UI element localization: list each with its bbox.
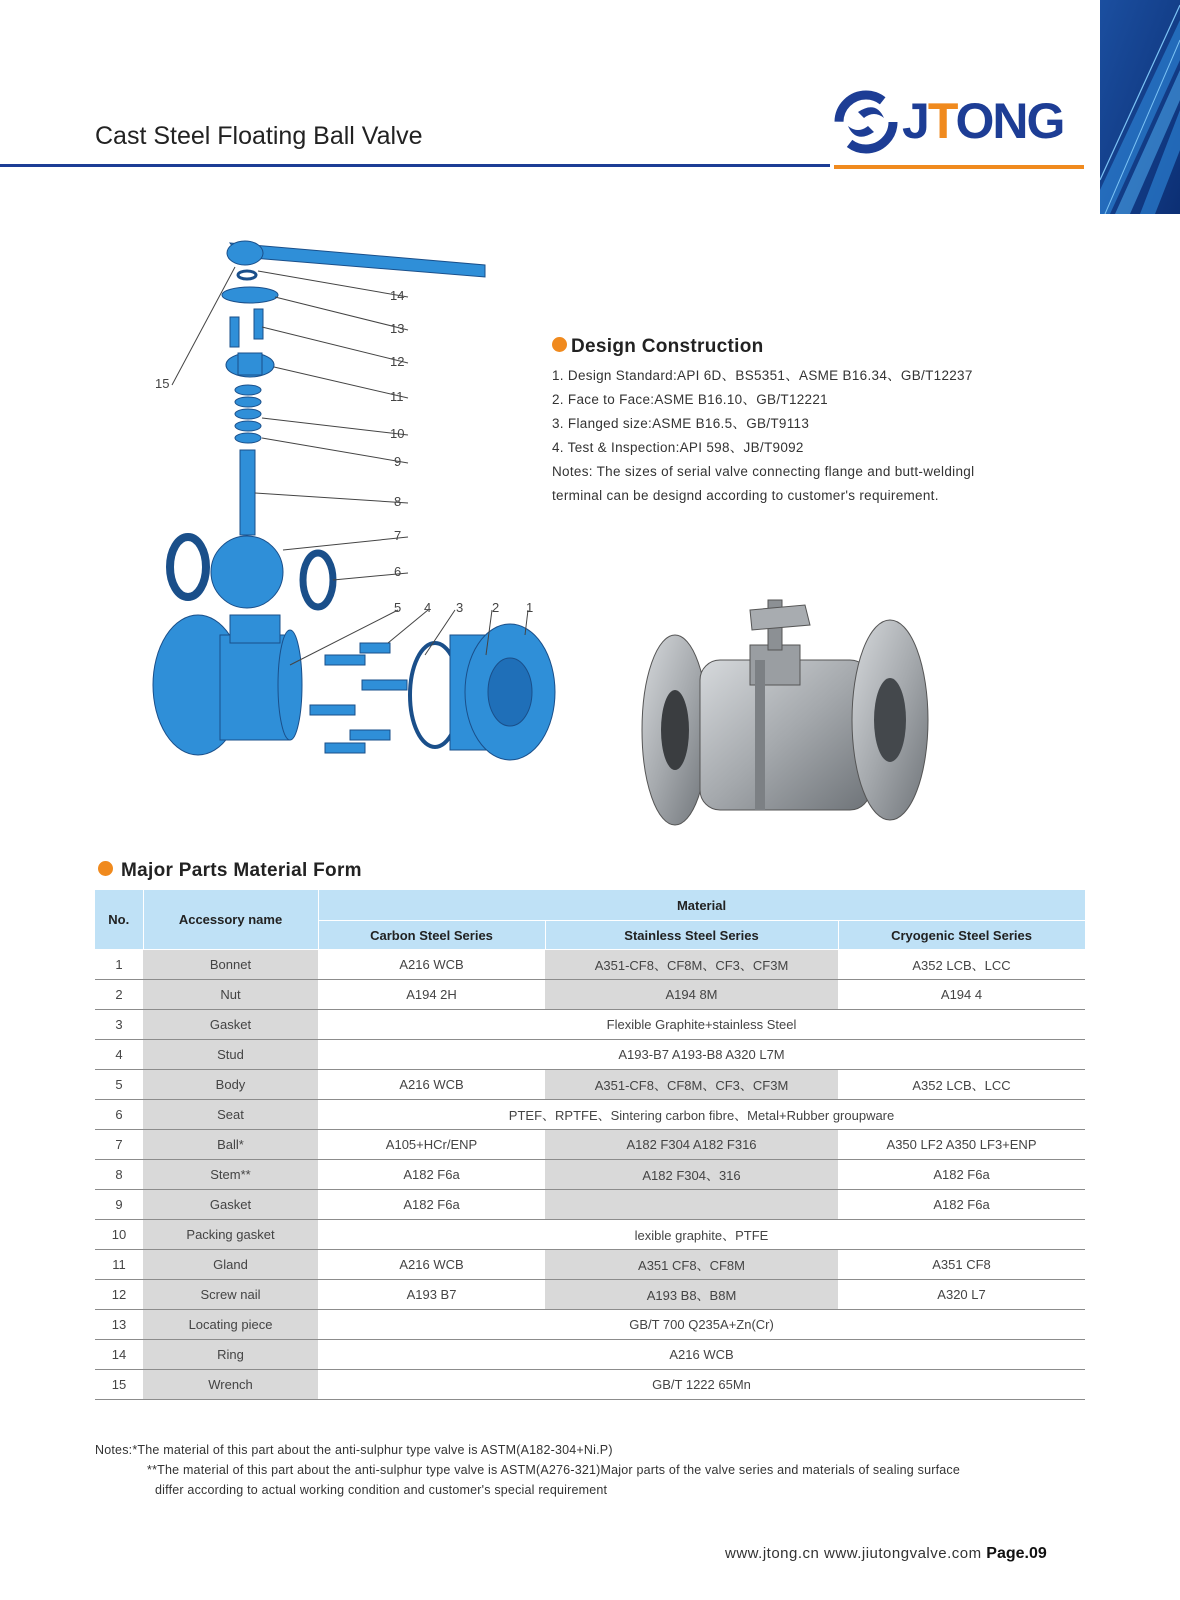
page-number: Page.09 bbox=[986, 1545, 1047, 1562]
table-row bbox=[95, 1280, 1085, 1310]
part-number-11: 11 bbox=[390, 389, 404, 404]
flanged-size-line: 3. Flanged size:ASME B16.5、GB/T9113 bbox=[552, 416, 810, 431]
cell-accessory-name: Body bbox=[143, 1070, 318, 1100]
cell-material-all: lexible graphite、PTFE bbox=[318, 1220, 1085, 1250]
exploded-view-diagram bbox=[150, 235, 580, 830]
exploded-view-drawing bbox=[150, 235, 580, 830]
col-material-header: Material bbox=[318, 890, 1085, 921]
table-row bbox=[95, 1040, 1085, 1070]
design-notes-line-1: Notes: The sizes of serial valve connecting flange and butt-weldingl bbox=[552, 464, 975, 479]
cell-cryogenic: A320 L7 bbox=[838, 1280, 1085, 1310]
valve-photo bbox=[640, 590, 930, 835]
cell-stainless: A351 CF8、CF8M bbox=[545, 1250, 838, 1280]
table-row bbox=[95, 980, 1085, 1010]
col-stainless-header: Stainless Steel Series bbox=[545, 921, 838, 950]
page-footer bbox=[725, 1545, 1047, 1563]
part-number-5: 5 bbox=[394, 600, 402, 615]
cell-cryogenic: A182 F6a bbox=[838, 1160, 1085, 1190]
cell-no: 3 bbox=[95, 1010, 143, 1040]
col-carbon-header: Carbon Steel Series bbox=[318, 921, 545, 950]
page-title: Cast Steel Floating Ball Valve bbox=[95, 122, 423, 150]
cell-cryogenic: A351 CF8 bbox=[838, 1250, 1085, 1280]
cell-accessory-name: Bonnet bbox=[143, 950, 318, 980]
cell-cryogenic: A352 LCB、LCC bbox=[838, 950, 1085, 980]
logo-underline bbox=[834, 165, 1084, 169]
cell-no: 11 bbox=[95, 1250, 143, 1280]
table-row bbox=[95, 1100, 1085, 1130]
table-row bbox=[95, 1130, 1085, 1160]
logo-mark-icon bbox=[830, 82, 1090, 162]
cell-no: 7 bbox=[95, 1130, 143, 1160]
cell-accessory-name: Ring bbox=[143, 1340, 318, 1370]
cell-stainless: A351-CF8、CF8M、CF3、CF3M bbox=[545, 950, 838, 980]
jtong-logo bbox=[830, 82, 1090, 167]
part-number-3: 3 bbox=[456, 600, 464, 615]
footer-websites: www.jtong.cn www.jiutongvalve.com bbox=[725, 1545, 982, 1562]
table-row bbox=[95, 1250, 1085, 1280]
cell-accessory-name: Stem** bbox=[143, 1160, 318, 1190]
cell-stainless: A182 F304 A182 F316 bbox=[545, 1130, 838, 1160]
table-row bbox=[95, 950, 1085, 980]
notes-line-2: **The material of this part about the anti-sulphur type valve is ASTM(A276-321)Major parts of the valve series and materials of sealing surface bbox=[147, 1463, 961, 1477]
cell-carbon: A216 WCB bbox=[318, 1070, 545, 1100]
cell-stainless: A351-CF8、CF8M、CF3、CF3M bbox=[545, 1070, 838, 1100]
part-number-2: 2 bbox=[492, 600, 500, 615]
part-number-9: 9 bbox=[394, 454, 402, 469]
cell-accessory-name: Ball* bbox=[143, 1130, 318, 1160]
col-no-header: No. bbox=[95, 890, 143, 950]
cell-carbon: A216 WCB bbox=[318, 1250, 545, 1280]
part-number-14: 14 bbox=[390, 288, 405, 303]
design-construction-section bbox=[552, 336, 1072, 508]
cell-material-all: Flexible Graphite+stainless Steel bbox=[318, 1010, 1085, 1040]
cell-material-all: GB/T 1222 65Mn bbox=[318, 1370, 1085, 1400]
cell-stainless: A182 F304、316 bbox=[545, 1160, 838, 1190]
cell-carbon: A182 F6a bbox=[318, 1160, 545, 1190]
notes-line-3: differ according to actual working condition and customer's special requirement bbox=[155, 1483, 608, 1497]
cell-accessory-name: Packing gasket bbox=[143, 1220, 318, 1250]
cell-material-all: PTEF、RPTFE、Sintering carbon fibre、Metal+Rubber groupware bbox=[318, 1100, 1085, 1130]
part-number-15: 15 bbox=[155, 376, 170, 391]
part-number-8: 8 bbox=[394, 494, 402, 509]
cell-accessory-name: Wrench bbox=[143, 1370, 318, 1400]
table-row bbox=[95, 1340, 1085, 1370]
part-number-6: 6 bbox=[394, 564, 402, 579]
cell-accessory-name: Screw nail bbox=[143, 1280, 318, 1310]
cell-no: 6 bbox=[95, 1100, 143, 1130]
cell-no: 2 bbox=[95, 980, 143, 1010]
cell-no: 12 bbox=[95, 1280, 143, 1310]
table-row bbox=[95, 1160, 1085, 1190]
cell-no: 5 bbox=[95, 1070, 143, 1100]
part-number-10: 10 bbox=[390, 426, 405, 441]
cell-no: 13 bbox=[95, 1310, 143, 1340]
cell-carbon: A193 B7 bbox=[318, 1280, 545, 1310]
orange-bullet-icon bbox=[552, 337, 567, 352]
col-name-header: Accessory name bbox=[143, 890, 318, 950]
orange-bullet-icon bbox=[98, 861, 113, 876]
design-notes-line-2: terminal can be designd according to customer's requirement. bbox=[552, 488, 939, 503]
table-row bbox=[95, 1370, 1085, 1400]
cell-no: 4 bbox=[95, 1040, 143, 1070]
cell-accessory-name: Gasket bbox=[143, 1010, 318, 1040]
cell-accessory-name: Stud bbox=[143, 1040, 318, 1070]
cell-material-all: GB/T 700 Q235A+Zn(Cr) bbox=[318, 1310, 1085, 1340]
header-rule bbox=[0, 164, 830, 167]
cell-accessory-name: Gland bbox=[143, 1250, 318, 1280]
cell-no: 14 bbox=[95, 1340, 143, 1370]
cell-stainless bbox=[545, 1190, 838, 1220]
design-standard-line: 1. Design Standard:API 6D、BS5351、ASME B16.34、GB/T12237 bbox=[552, 368, 973, 383]
cell-no: 9 bbox=[95, 1190, 143, 1220]
notes-line-1: Notes:*The material of this part about the anti-sulphur type valve is ASTM(A182-304+Ni.P) bbox=[95, 1443, 613, 1457]
corner-decoration bbox=[1100, 0, 1180, 214]
cell-material-all: A193-B7 A193-B8 A320 L7M bbox=[318, 1040, 1085, 1070]
cell-accessory-name: Nut bbox=[143, 980, 318, 1010]
cell-accessory-name: Seat bbox=[143, 1100, 318, 1130]
cell-carbon: A105+HCr/ENP bbox=[318, 1130, 545, 1160]
cell-carbon: A194 2H bbox=[318, 980, 545, 1010]
cell-stainless: A194 8M bbox=[545, 980, 838, 1010]
part-number-1: 1 bbox=[526, 600, 534, 615]
test-inspection-line: 4. Test & Inspection:API 598、JB/T9092 bbox=[552, 440, 804, 455]
assembled-valve-image bbox=[640, 590, 930, 835]
part-number-4: 4 bbox=[424, 600, 432, 615]
notes-section bbox=[95, 1440, 1095, 1500]
cell-no: 15 bbox=[95, 1370, 143, 1400]
cell-material-all: A216 WCB bbox=[318, 1340, 1085, 1370]
cell-cryogenic: A350 LF2 A350 LF3+ENP bbox=[838, 1130, 1085, 1160]
part-number-12: 12 bbox=[390, 354, 405, 369]
design-construction-heading: Design Construction bbox=[552, 336, 1072, 358]
cell-no: 1 bbox=[95, 950, 143, 980]
logo-text: JTONG bbox=[902, 93, 1064, 149]
cell-cryogenic: A182 F6a bbox=[838, 1190, 1085, 1220]
cell-cryogenic: A194 4 bbox=[838, 980, 1085, 1010]
cell-stainless: A193 B8、B8M bbox=[545, 1280, 838, 1310]
table-row bbox=[95, 1220, 1085, 1250]
table-row bbox=[95, 1310, 1085, 1340]
table-row bbox=[95, 1190, 1085, 1220]
cell-no: 8 bbox=[95, 1160, 143, 1190]
cell-carbon: A216 WCB bbox=[318, 950, 545, 980]
part-number-13: 13 bbox=[390, 321, 405, 336]
table-row bbox=[95, 1070, 1085, 1100]
cell-cryogenic: A352 LCB、LCC bbox=[838, 1070, 1085, 1100]
part-number-7: 7 bbox=[394, 528, 402, 543]
cell-accessory-name: Gasket bbox=[143, 1190, 318, 1220]
face-to-face-line: 2. Face to Face:ASME B16.10、GB/T12221 bbox=[552, 392, 828, 407]
col-cryogenic-header: Cryogenic Steel Series bbox=[838, 921, 1085, 950]
major-parts-heading: Major Parts Material Form bbox=[98, 860, 362, 882]
parts-table-body bbox=[95, 950, 1085, 1400]
cell-no: 10 bbox=[95, 1220, 143, 1250]
cell-accessory-name: Locating piece bbox=[143, 1310, 318, 1340]
table-row bbox=[95, 1010, 1085, 1040]
major-parts-table bbox=[95, 890, 1086, 1400]
cell-carbon: A182 F6a bbox=[318, 1190, 545, 1220]
